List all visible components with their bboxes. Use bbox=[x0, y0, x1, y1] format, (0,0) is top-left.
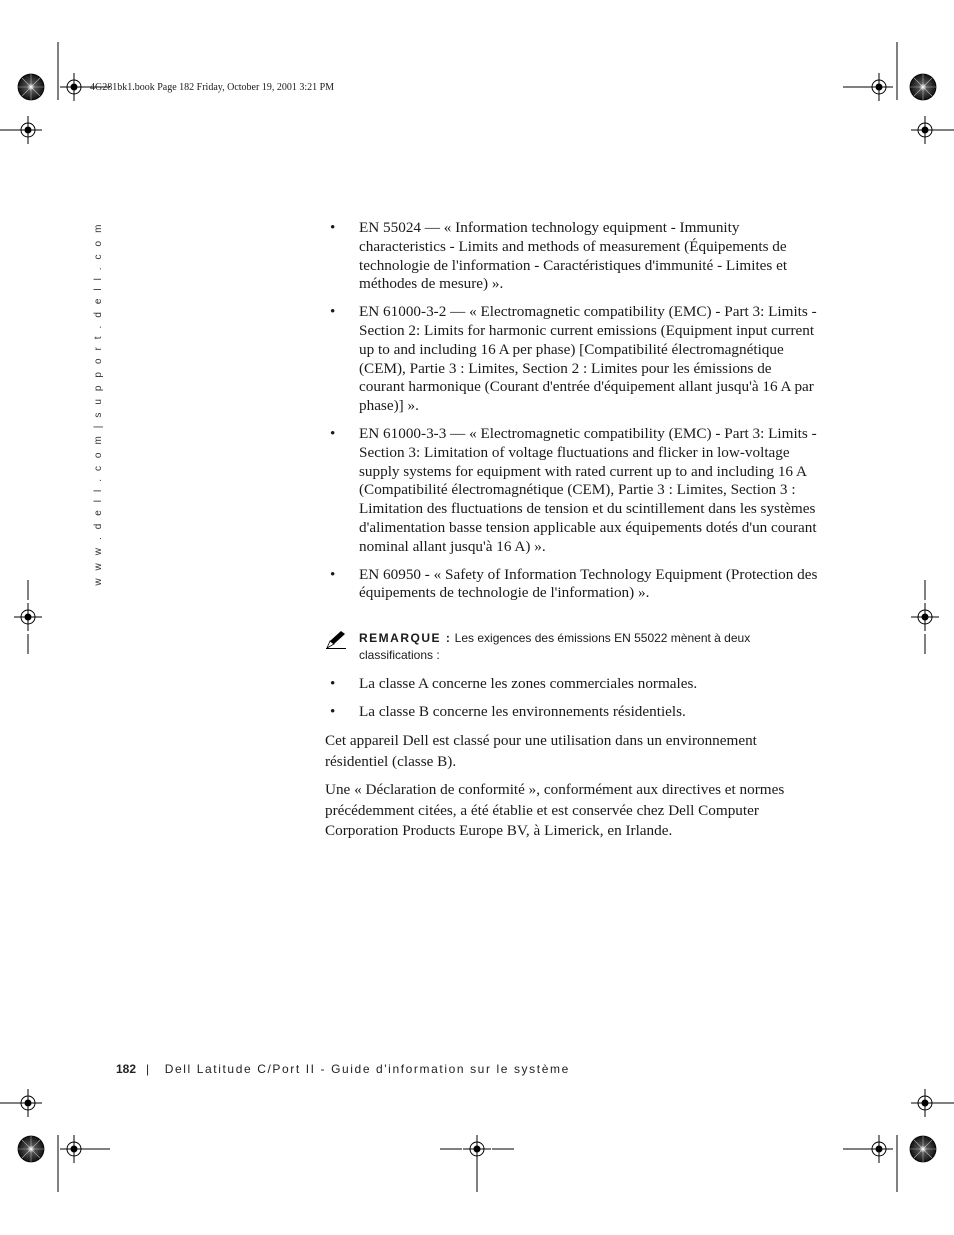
list-item bbox=[330, 219, 820, 294]
class-list bbox=[330, 675, 820, 731]
list-item bbox=[330, 425, 820, 557]
bullet-icon: • bbox=[330, 424, 336, 442]
note-box bbox=[326, 630, 806, 664]
list-item bbox=[330, 303, 820, 416]
page-number: 182 bbox=[116, 1062, 137, 1076]
list-item-text: EN 55024 — « Information technology equipment - Immunity characteristics - Limits and methods of measurement (Équipements de technologie de l'information - Caractéristiques d'immunité - Limites et méthodes de mesure) ». bbox=[359, 219, 788, 293]
list-item-text: EN 61000-3-3 — « Electromagnetic compatibility (EMC) - Part 3: Limits - Section 3: Limitation of voltage fluctuations and flicker in low-voltage supply systems for equipment with rated current up to and including 16 A (Compatibilité électromagnétique (CEM), Partie 3 : Limites, Section 3 : Limitation des fluctuations de tension et du scintillement dans les systèmes d'alimentation basse tension applicable aux équipements dotés d'un courant nominal allant jusqu'à 16 A) ». bbox=[359, 424, 817, 555]
pencil-note-icon bbox=[326, 631, 346, 649]
footer-title: Dell Latitude C/Port II - Guide d'information sur le système bbox=[164, 1062, 570, 1076]
footer-separator: | bbox=[146, 1062, 151, 1076]
bullet-icon: • bbox=[330, 303, 336, 321]
sidebar-url-text: w w w . d e l l . c o m | s u p p o r t . d e l l . c o m bbox=[93, 222, 104, 586]
book-print-info: 4G281bk1.book Page 182 Friday, October 19, 2001 3:21 PM bbox=[90, 82, 335, 93]
bullet-icon: • bbox=[330, 675, 336, 692]
page-footer bbox=[116, 1062, 570, 1076]
bullet-icon: • bbox=[330, 219, 336, 236]
list-item bbox=[330, 566, 820, 604]
list-item-text: EN 61000-3-2 — « Electromagnetic compatibility (EMC) - Part 3: Limits - Section 2: Limits for harmonic current emissions (Equipment input current up to and including 16 A per phase) [Compatibilité électromagnétique (CEM), Partie 3 : Limites, Section 2 : Limites pour les émissions de courant harmonique (Courant d'entrée d'équipement allant jusqu'à 16 A par phase)] ». bbox=[359, 303, 817, 415]
bullet-icon: • bbox=[330, 702, 336, 720]
body-paragraph: Cet appareil Dell est classé pour une utilisation dans un environnement résidentiel (classe B). bbox=[325, 732, 757, 770]
body-paragraph: Une « Déclaration de conformité », conformément aux directives et normes précédemment citées, a été établie et est conservée chez Dell Computer Corporation Products Europe BV, à Limerick, en Irlande. bbox=[325, 781, 785, 839]
list-item bbox=[330, 703, 820, 722]
list-item bbox=[330, 675, 820, 694]
list-item-text: La classe A concerne les zones commerciales normales. bbox=[359, 675, 698, 692]
note-label: REMARQUE : bbox=[359, 631, 452, 645]
sidebar-website-url bbox=[93, 222, 107, 586]
list-item-text: EN 60950 - « Safety of Information Technology Equipment (Protection des équipements de technologie de l'information) ». bbox=[359, 565, 818, 602]
list-item-text: La classe B concerne les environnements résidentiels. bbox=[359, 702, 686, 720]
note-text bbox=[359, 630, 806, 664]
bullet-icon: • bbox=[330, 565, 336, 583]
note-body: Les exigences des émissions EN 55022 mènent à deux classifications : bbox=[359, 631, 751, 662]
standards-list bbox=[330, 219, 820, 612]
